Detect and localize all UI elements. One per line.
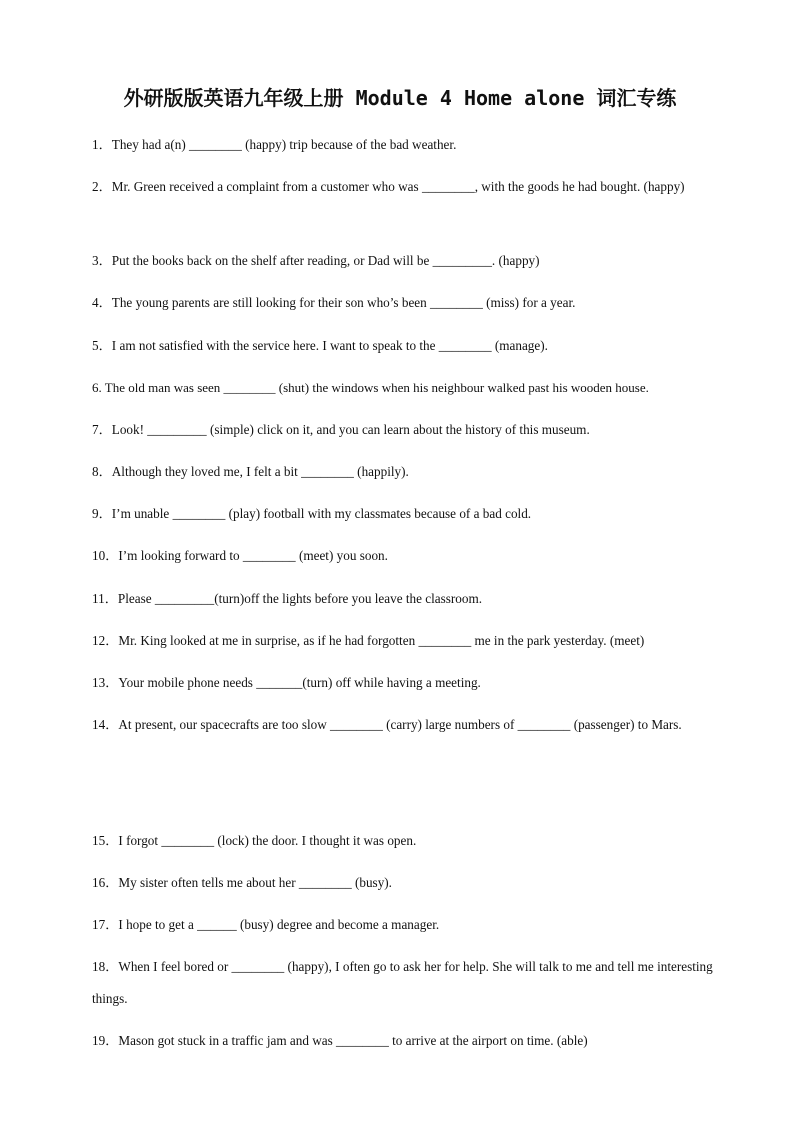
question-number: 6. [92, 380, 105, 395]
question-13 [92, 667, 717, 699]
question-text: The young parents are still looking for their son who’s been ________ (miss) for a year. [111, 295, 576, 310]
question-5 [92, 330, 717, 362]
question-number: 1． [92, 137, 112, 152]
question-number: 10． [92, 548, 119, 563]
question-text: At present, our spacecrafts are too slow ________ (carry) large numbers of ________ (passenger) to Mars. [118, 717, 682, 732]
question-number: 11． [92, 591, 118, 606]
question-3 [92, 245, 717, 277]
question-number: 19． [92, 1033, 119, 1048]
question-1 [92, 129, 717, 161]
question-text: I hope to get a ______ (busy) degree and become a manager. [118, 917, 440, 932]
question-number: 4． [92, 295, 112, 310]
question-number: 3． [92, 253, 112, 268]
question-text: Please _________(turn)off the lights before you leave the classroom. [117, 591, 483, 606]
question-text: Put the books back on the shelf after reading, or Dad will be _________. (happy) [111, 253, 540, 268]
question-14 [92, 709, 717, 741]
question-text: I am not satisfied with the service here. I want to speak to the ________ (manage). [111, 338, 548, 353]
question-text: Look! _________ (simple) click on it, and you can learn about the history of this museum. [111, 422, 590, 437]
question-text: Although they loved me, I felt a bit ________ (happily). [111, 464, 409, 479]
question-number: 16． [92, 875, 119, 890]
question-number: 9． [92, 506, 112, 521]
question-number: 2． [92, 179, 112, 194]
question-text: I forgot ________ (lock) the door. I thought it was open. [118, 833, 417, 848]
question-6 [92, 372, 732, 404]
question-2 [92, 171, 717, 203]
page-title: 外研版版英语九年级上册 Module 4 Home alone 词汇专练 [123, 86, 677, 110]
question-text: My sister often tells me about her ________ (busy). [118, 875, 392, 890]
question-17 [92, 909, 717, 941]
question-8 [92, 456, 717, 488]
question-text: I’m unable ________ (play) football with my classmates because of a bad cold. [111, 506, 532, 521]
question-number: 8． [92, 464, 112, 479]
question-text: They had a(n) ________ (happy) trip because of the bad weather. [111, 137, 457, 152]
question-text: The old man was seen ________ (shut) the windows when his neighbour walked past his wooden house. [104, 380, 649, 395]
question-19 [92, 1025, 717, 1057]
question-text: Mr. King looked at me in surprise, as if he had forgotten ________ me in the park yesterday. (meet) [118, 633, 645, 648]
question-text: Your mobile phone needs _______(turn) off while having a meeting. [118, 675, 481, 690]
question-9 [92, 498, 717, 530]
question-number: 14． [92, 717, 119, 732]
question-text: When I feel bored or ________ (happy), I often go to ask her for help. She will talk to me and tell me interesting things. [92, 959, 713, 1006]
question-number: 12． [92, 633, 119, 648]
question-text: I’m looking forward to ________ (meet) you soon. [118, 548, 388, 563]
question-4 [92, 287, 717, 319]
question-number: 7． [92, 422, 112, 437]
question-7 [92, 414, 717, 446]
question-number: 17． [92, 917, 119, 932]
question-10 [92, 540, 717, 572]
question-number: 13． [92, 675, 119, 690]
question-16 [92, 867, 717, 899]
question-12 [92, 625, 717, 657]
question-number: 18． [92, 959, 119, 974]
question-11 [92, 583, 717, 615]
question-number: 15． [92, 833, 119, 848]
question-18 [92, 951, 717, 1014]
question-number: 5． [92, 338, 112, 353]
question-text: Mason got stuck in a traffic jam and was ________ to arrive at the airport on time. (able) [118, 1033, 588, 1048]
question-text: Mr. Green received a complaint from a customer who was ________, with the goods he had bought. (happy) [111, 179, 685, 194]
question-15 [92, 825, 717, 857]
